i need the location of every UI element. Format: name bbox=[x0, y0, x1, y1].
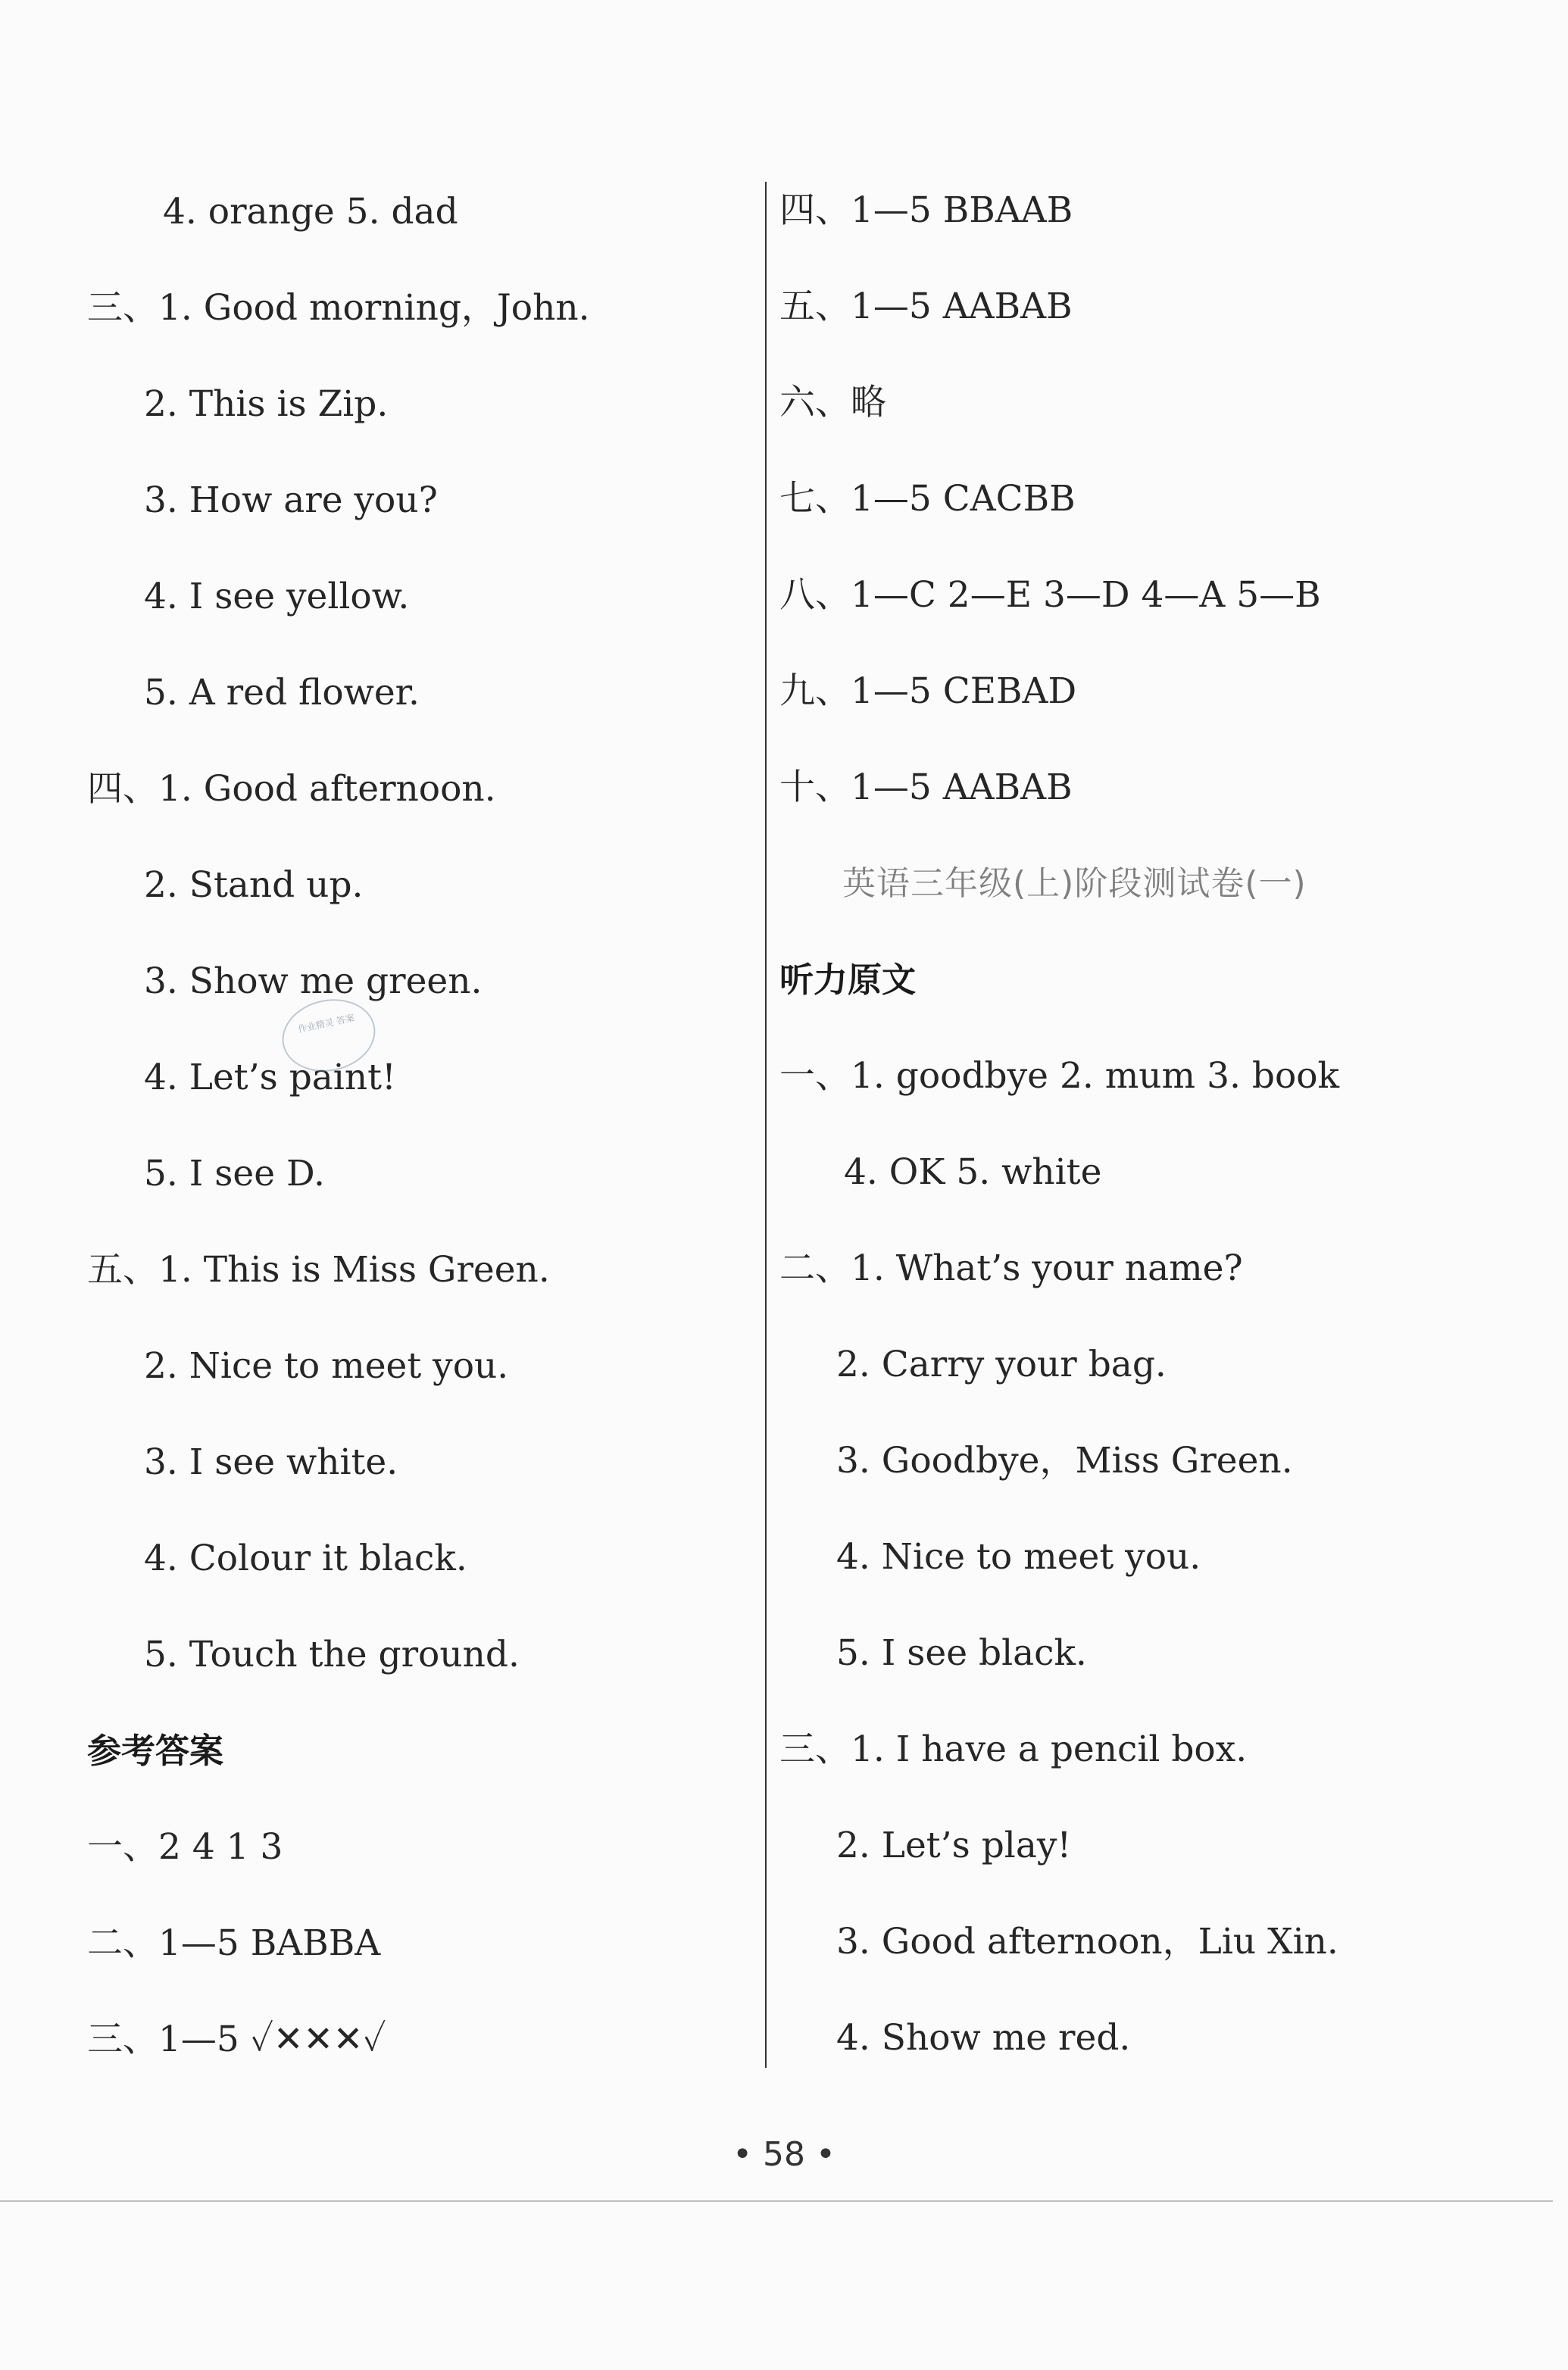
text-line: 3. How are you? bbox=[144, 479, 438, 521]
listening-line: 三、1. I have a pencil box. bbox=[779, 1728, 1248, 1770]
text-line: 九、1—5 CEBAD bbox=[779, 670, 1077, 712]
listening-line: 5. I see black. bbox=[836, 1632, 1087, 1674]
listening-line: 二、1. What’s your name? bbox=[779, 1247, 1243, 1289]
text-line: 十、1—5 AABAB bbox=[779, 767, 1073, 808]
text-line: 3. I see white. bbox=[144, 1441, 398, 1483]
text-line: 五、1. This is Miss Green. bbox=[87, 1249, 550, 1291]
text-line: 四、1. Good afternoon. bbox=[87, 768, 496, 810]
text-line: 六、略 bbox=[779, 382, 886, 423]
section-title: 英语三年级(上)阶段测试卷(一) bbox=[842, 864, 1307, 903]
text-line: 八、1—C 2—E 3—D 4—A 5—B bbox=[779, 574, 1321, 616]
listening-line: 2. Let’s play! bbox=[836, 1825, 1072, 1866]
text-line: 2. This is Zip. bbox=[144, 383, 389, 425]
text-line: 4. Colour it black. bbox=[144, 1538, 467, 1579]
answer-line: 一、2 4 1 3 bbox=[87, 1826, 283, 1868]
text-line: 五、1—5 AABAB bbox=[779, 286, 1073, 327]
text-line: 三、1. Good morning，John. bbox=[87, 287, 590, 329]
answers-heading: 参考答案 bbox=[87, 1731, 224, 1771]
listening-line: 4. Nice to meet you. bbox=[836, 1536, 1201, 1578]
text-line: 3. Show me green. bbox=[144, 960, 483, 1002]
text-line: 4. orange 5. dad bbox=[163, 191, 458, 233]
listening-line: 2. Carry your bag. bbox=[836, 1344, 1167, 1385]
listening-line: 4. OK 5. white bbox=[844, 1151, 1102, 1193]
text-line: 5. Touch the ground. bbox=[144, 1634, 520, 1675]
stamp-text: 作业精灵 答案 bbox=[297, 1012, 356, 1035]
column-divider bbox=[765, 182, 767, 2068]
listening-line: 3. Goodbye，Miss Green. bbox=[836, 1440, 1293, 1482]
page-number: • 58 • bbox=[732, 2135, 836, 2174]
text-line: 2. Nice to meet you. bbox=[144, 1345, 509, 1387]
listening-line: 一、1. goodbye 2. mum 3. book bbox=[779, 1055, 1340, 1097]
text-line: 5. I see D. bbox=[144, 1153, 325, 1194]
listening-line: 4. Show me red. bbox=[836, 2017, 1131, 2059]
text-line: 4. I see yellow. bbox=[144, 576, 410, 617]
answer-line: 三、1—5 ✓✕✕✕✓ bbox=[87, 2019, 386, 2060]
listening-line: 3. Good afternoon，Liu Xin. bbox=[836, 1921, 1338, 1963]
footer-rule bbox=[0, 2200, 1553, 2202]
text-line: 四、1—5 BBAAB bbox=[779, 189, 1073, 231]
text-line: 2. Stand up. bbox=[144, 864, 364, 906]
text-line: 4. Let’s paint! bbox=[144, 1057, 396, 1098]
text-line: 5. A red flower. bbox=[144, 672, 420, 713]
text-line: 七、1—5 CACBB bbox=[779, 478, 1076, 520]
listening-heading: 听力原文 bbox=[779, 960, 917, 1000]
answer-line: 二、1—5 BABBA bbox=[87, 1922, 381, 1964]
